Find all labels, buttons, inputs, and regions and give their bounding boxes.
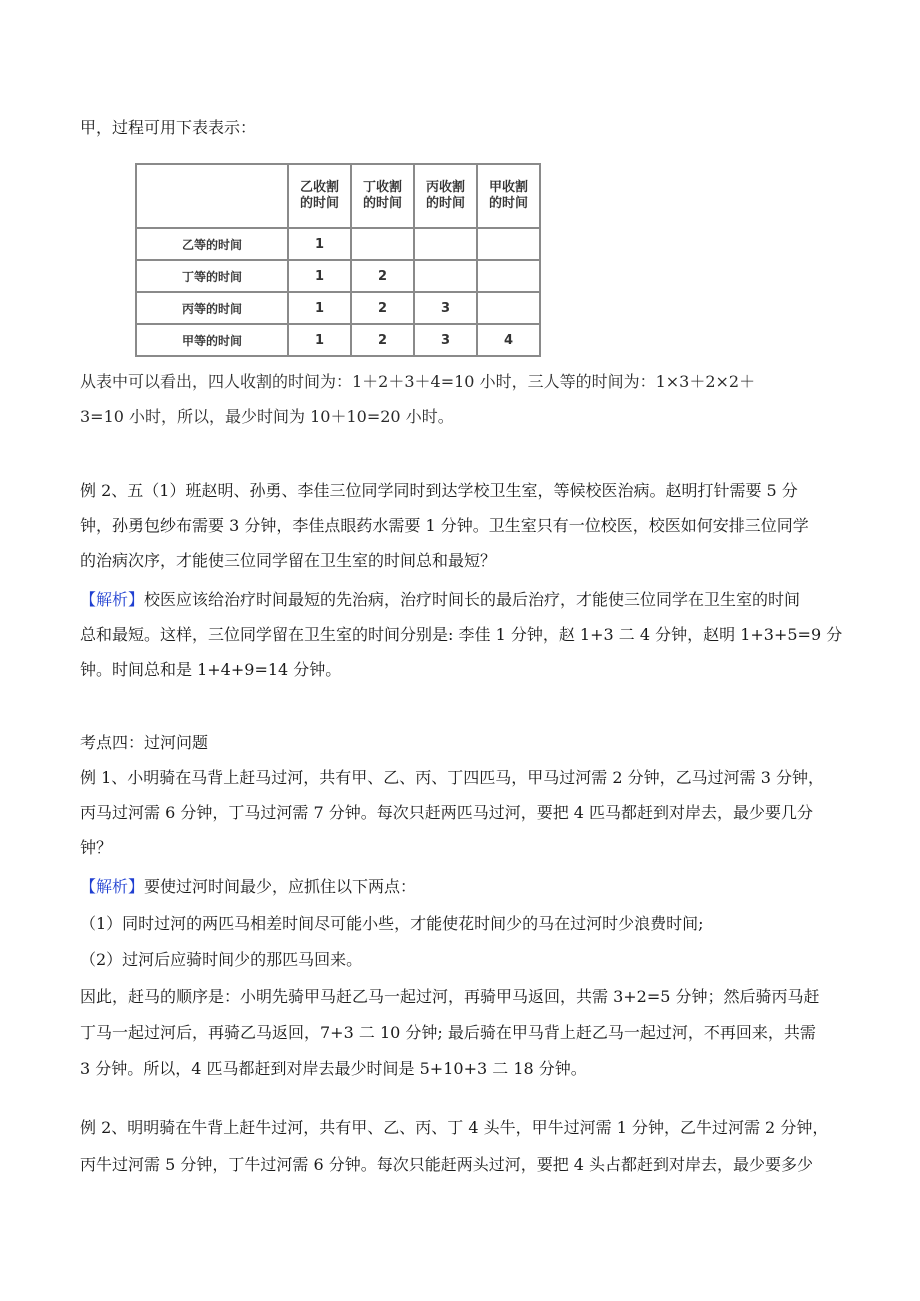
example2-line: 的治病次序，才能使三位同学留在卫生室的时间总和最短？ [80,551,497,570]
example1-line: 钟？ [80,838,113,857]
section-title: 考点四：过河问题 [80,733,209,752]
example2b-line: 例 2、明明骑在牛背上赶牛过河，共有甲、乙、丙、丁 4 头牛，甲牛过河需 1 分钟，乙牛过河需 2 分钟， [80,1118,829,1137]
table-header-cell [414,164,477,228]
header-line: 的时间 [362,196,402,211]
row-label: 甲等的时间 [136,324,288,356]
example2-analysis-line: 钟。时间总和是 1+4+9=14 分钟。 [80,660,342,679]
analysis-point: （2）过河后应骑时间少的那匹马回来。 [80,950,363,969]
table-header-cell [288,164,351,228]
table-cell: 1 [288,324,351,356]
row-label: 乙等的时间 [136,228,288,260]
header-line: 的时间 [488,196,528,211]
example2-analysis-line: 总和最短。这样，三位同学留在卫生室的时间分别是: 李佳 1 分钟，赵 1+3 二 4 分钟，赵明 1+3+5=9 分 [80,625,843,644]
table-cell: 2 [351,260,414,292]
table-cell: 1 [288,228,351,260]
analysis-text: 要使过河时间最少，应抓住以下两点： [144,877,417,896]
table-header-cell [477,164,540,228]
header-line: 甲收割 [488,180,528,195]
analysis-tag: 【解析】 [80,590,145,609]
example1-conclusion-line: 丁马一起过河后，再骑乙马返回，7+3 二 10 分钟; 最后骑在甲马背上赶乙马一起过河，不再回来，共需 [80,1023,816,1042]
example2b-line: 丙牛过河需 5 分钟，丁牛过河需 6 分钟。每次只能赶两头过河，要把 4 头占都赶到对岸去，最少要多少 [80,1155,814,1174]
table-cell: 1 [288,260,351,292]
table-header-cell [351,164,414,228]
table-cell: 4 [477,324,540,356]
analysis-tag: 【解析】 [80,877,145,896]
intro-text: 甲，过程可用下表表示： [80,118,257,137]
header-line: 丁收割 [362,180,402,195]
header-line: 乙收割 [299,180,339,195]
table-cell [477,260,540,292]
row-label: 丁等的时间 [136,260,288,292]
example1-analysis-line [80,877,416,897]
analysis-text: 校医应该给治疗时间最短的先治病，治疗时间长的最后治疗，才能使三位同学在卫生室的时间 [144,590,801,609]
example2-analysis-line [80,590,800,610]
example1-line: 例 1、小明骑在马背上赶马过河，共有甲、乙、丙、丁四匹马，甲马过河需 2 分钟，乙马过河需 3 分钟， [80,768,824,787]
table-header-row [136,164,540,228]
table-cell [477,228,540,260]
table-corner-cell [136,164,288,228]
table-cell [351,228,414,260]
header-line: 丙收割 [425,180,465,195]
row-label: 丙等的时间 [136,292,288,324]
header-line: 的时间 [425,196,465,211]
table-cell: 1 [288,292,351,324]
table-row [136,228,540,260]
table-cell: 2 [351,292,414,324]
table-row [136,292,540,324]
example1-conclusion-line: 3 分钟。所以，4 匹马都赶到对岸去最少时间是 5+10+3 二 18 分钟。 [80,1059,587,1078]
table-conclusion-line: 3=10 小时，所以，最少时间为 10＋10=20 小时。 [80,407,454,426]
example2-line: 钟，孙勇包纱布需要 3 分钟，李佳点眼药水需要 1 分钟。卫生室只有一位校医，校医如何安排三位同学 [80,516,809,535]
table-conclusion-line: 从表中可以看出，四人收割的时间为：1＋2＋3＋4=10 小时，三人等的时间为：1×3＋2×2＋ [80,372,756,391]
table-cell [477,292,540,324]
example1-line: 丙马过河需 6 分钟，丁马过河需 7 分钟。每次只赶两匹马过河，要把 4 匹马都赶到对岸去，最少要几分 [80,803,814,822]
harvest-table [135,163,541,357]
table-row [136,260,540,292]
table-cell [414,260,477,292]
header-line: 的时间 [299,196,339,211]
table-cell [414,228,477,260]
table-row [136,324,540,356]
table-cell: 2 [351,324,414,356]
analysis-point: （1）同时过河的两匹马相差时间尽可能小些，才能使花时间少的马在过河时少浪费时间; [80,914,704,933]
example1-conclusion-line: 因此，赶马的顺序是：小明先骑甲马赶乙马一起过河，再骑甲马返回，共需 3+2=5 分钟；然后骑丙马赶 [80,987,820,1006]
table-cell: 3 [414,324,477,356]
example2-line: 例 2、五（1）班赵明、孙勇、李佳三位同学同时到达学校卫生室，等候校医治病。赵明打针需要 5 分 [80,481,798,500]
table-cell: 3 [414,292,477,324]
